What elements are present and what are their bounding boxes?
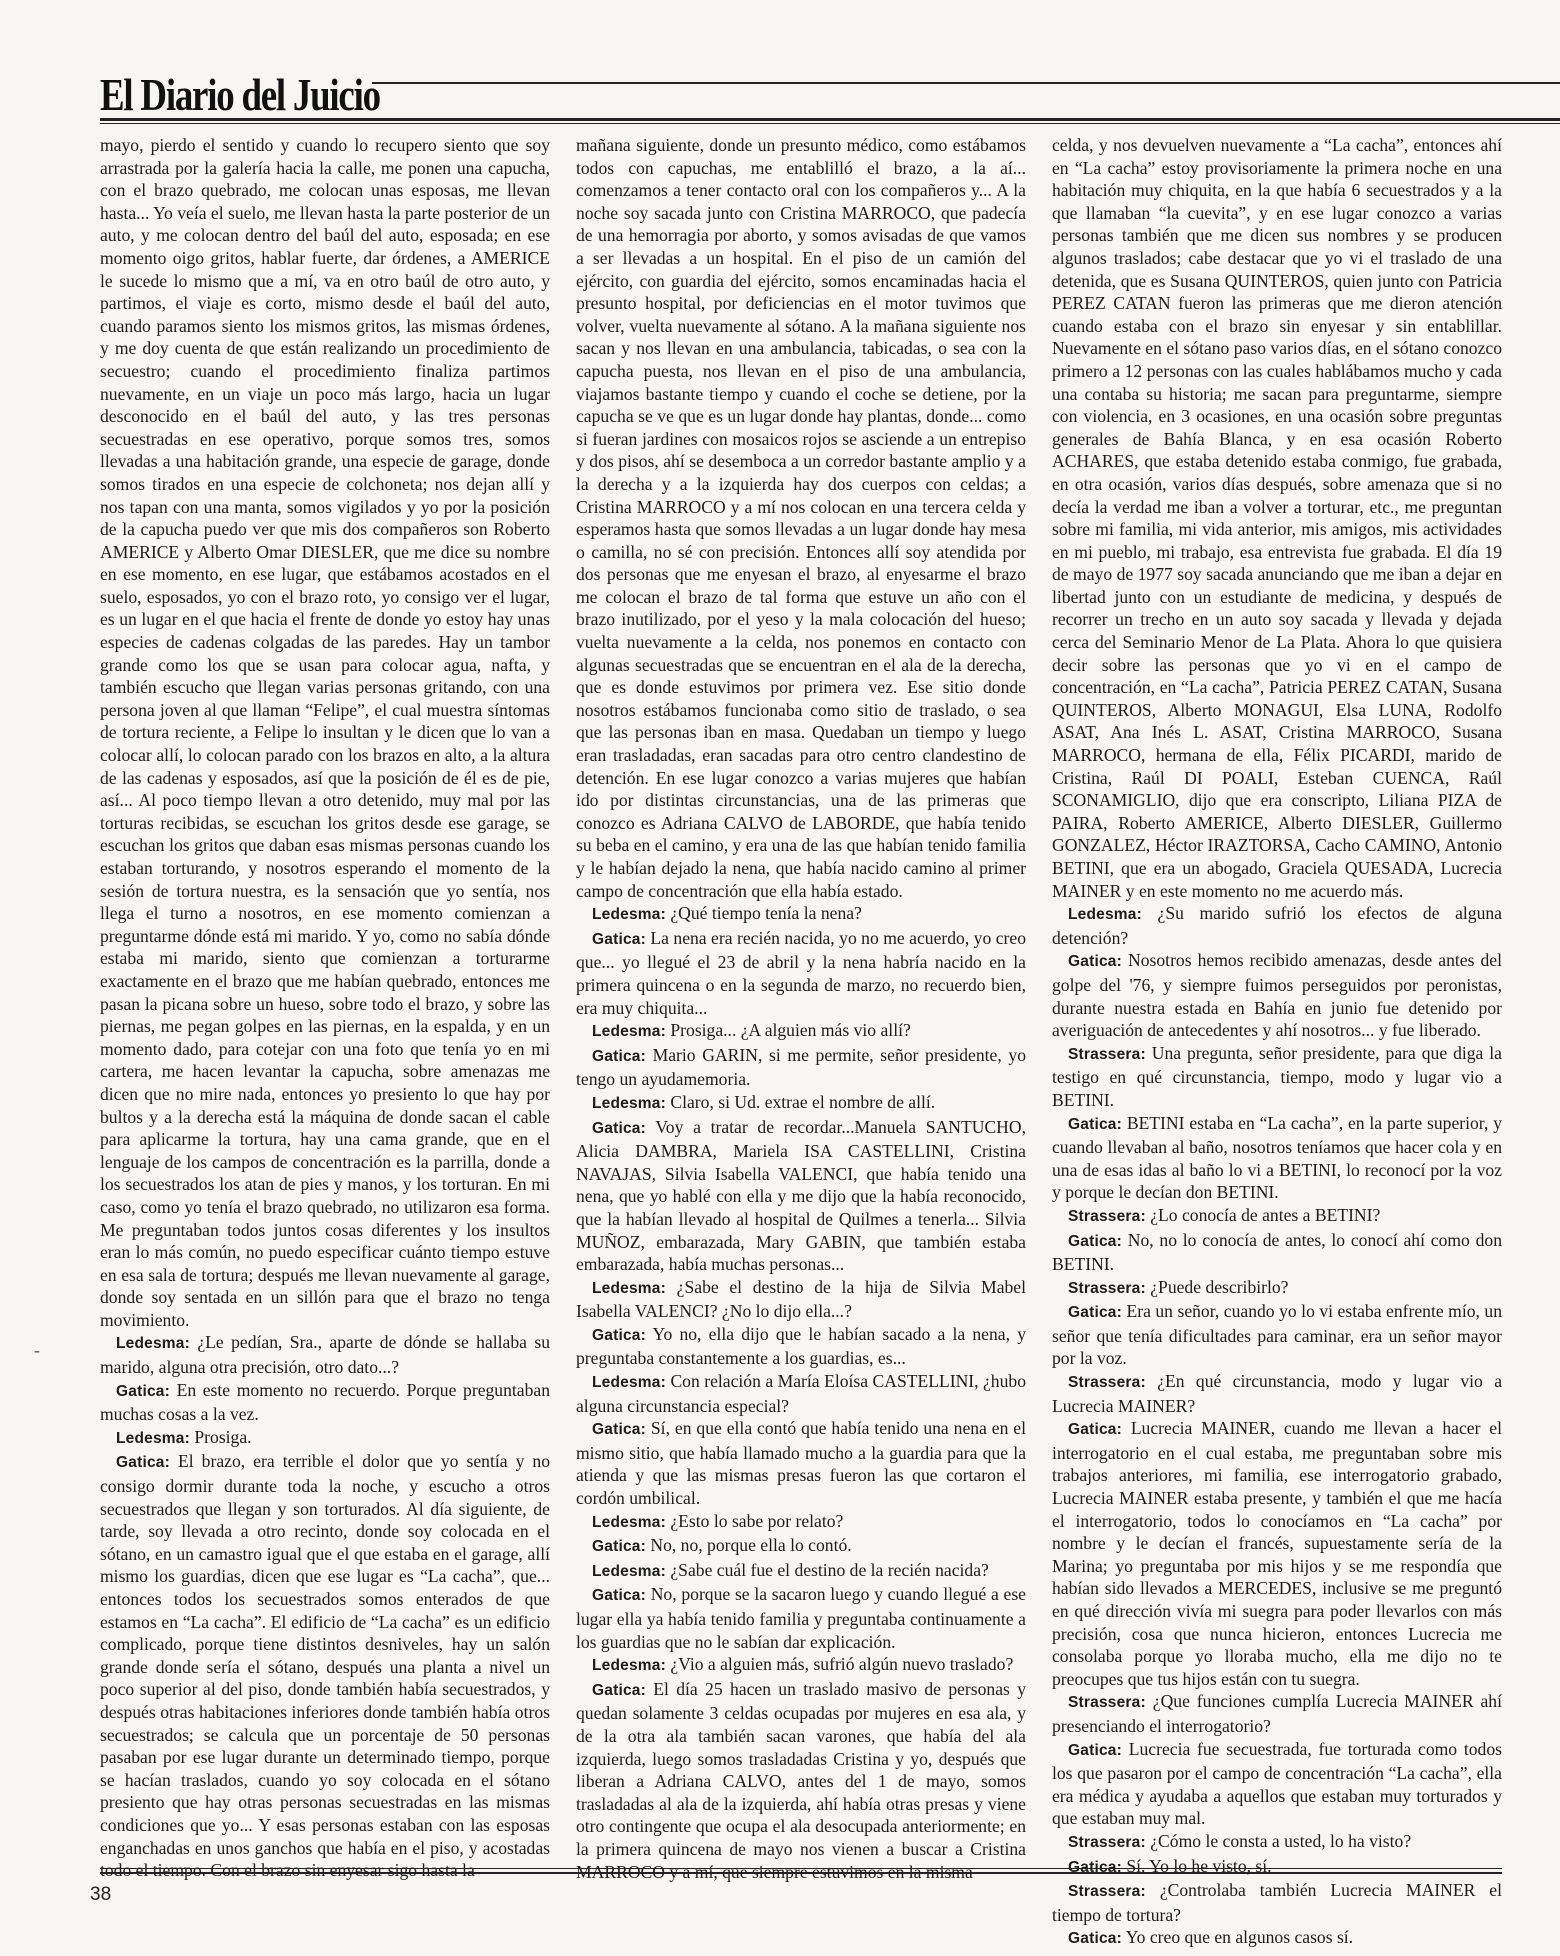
paragraph-text: mañana siguiente, donde un presunto médico, como estábamos todos con capuchas, me entablilló el brazo, a la aí... comenzamos a tener contacto oral con los compañeros y... A la noche soy sacada junto con Cristina MARROCO, que padecía de una hemorragia por aborto, y somos avisadas de que vamos a ser llevadas a un hospital. En el piso de un camión del ejército, con guardia del ejército, somos encaminadas hacia el presunto hospital, por deficiencias en el motor tuvimos que volver, vuelta nuevamente al sótano. A la mañana siguiente nos sacan y nos llevan en una ambulancia, tabicadas, o sea con la capucha puesta, nos llevan en el piso de una ambulancia, viajamos bastante tiempo y cuando el coche se detiene, por la capucha se ve que es un lugar donde hay plantas, donde... como si fueran jardines con mosaicos rojos se asciende a un entrepiso y dos pisos, ahí se desemboca a un corredor bastante amplio y a la derecha y a la izquierda hay dos cuerpos con celdas; a Cristina MARROCO y a mí nos colocan en una tercera celda y esperamos hasta que somos llevadas a un lugar donde hay mesa o camilla, no sé con precisión. Entonces allí soy atendida por dos personas que me enyesan el brazo, al enyesarme el brazo me colocan el brazo de tal forma que estuve un año con el brazo inutilizado, por el yeso y la mala colocación del hueso; vuelta nuevamente a la celda, nos ponemos en contacto con algunas secuestradas que se encuentran en el ala de la derecha, que es donde estuvimos por primera vez. Ese sitio donde nosotros estábamos funcionaba como sitio de traslado, o sea que las personas iban en masa. Quedaban un tiempo y luego eran trasladadas, eran sacadas para otro centro clandestino de detención. En ese lugar conozco a varias mujeres que habían ido por distintas circunstancias, una de las primeras que conozco es Adriana CALVO de LABORDE, que había tenido su beba en el camino, y era una de las que habían tenido familia y le habían dejado la nena, que había nacido camino al primer campo de concentración que ella había estado. — [576, 135, 1026, 901]
masthead — [100, 68, 1560, 124]
dialogue-paragraph — [576, 902, 1026, 927]
dialogue-paragraph — [576, 1044, 1026, 1091]
speaker-label: Ledesma: — [592, 1657, 666, 1675]
paragraph-text: ¿Su marido sufrió los efectos de alguna detención? — [1052, 903, 1502, 948]
dialogue-paragraph — [1052, 1229, 1502, 1276]
paragraph-text: Yo creo que en algunos casos sí. — [1125, 1927, 1354, 1948]
narrative-paragraph — [576, 134, 1026, 902]
footer-rule — [100, 1872, 1502, 1874]
speaker-label: Gatica: — [592, 1326, 646, 1344]
paragraph-text: ¿Sabe el destino de la hija de Silvia Mabel Isabella VALENCI? ¿No lo dijo ella...? — [576, 1276, 1026, 1322]
dialogue-paragraph — [1052, 1830, 1502, 1855]
paragraph-text: ¿Puede describirlo? — [1150, 1276, 1289, 1297]
speaker-label: Strassera: — [1068, 1833, 1146, 1851]
masthead-rule — [100, 118, 1560, 121]
speaker-label: Ledesma: — [116, 1429, 190, 1447]
dialogue-paragraph — [576, 1116, 1026, 1276]
paragraph-text: ¿Sabe cuál fue el destino de la recién nacida? — [670, 1559, 989, 1580]
dialogue-paragraph — [576, 1678, 1026, 1883]
dialogue-paragraph — [576, 1653, 1026, 1678]
column-3 — [1052, 134, 1503, 1948]
dialogue-paragraph — [576, 1534, 1026, 1559]
dialogue-paragraph — [100, 1331, 550, 1378]
paragraph-text: Lucrecia MAINER, cuando me llevan a hacer el interrogatorio en el cual estaba, me preguntaban sobre mis trabajos anteriores, mi familia, ese interrogatorio grabado, Lucrecia MAINER estaba presente, y también el que me hacía el interrogatorio, todos lo conocíamos en “La cacha” por nombre y le decían el francés, supuestamente sería de la Marina; yo preguntaba por mis hijos y se me respondía que habían sido llevados a MERCEDES, inclusive se me preguntó en qué dirección vivía mi suegra para poder llevarlos con más precisión, cosa que nunca hicieron, entonces Lucrecia me consolaba porque yo lloraba mucho, ella me dijo no te preocupes que tus hijos están con tu suegra. — [1052, 1418, 1502, 1689]
margin-mark: - — [34, 1340, 40, 1360]
speaker-label: Ledesma: — [592, 1374, 666, 1392]
dialogue-paragraph — [1052, 1300, 1502, 1370]
dialogue-paragraph — [100, 1379, 550, 1426]
paragraph-text: Voy a tratar de recordar...Manuela SANTUCHO, Alicia DAMBRA, Mariela ISA CASTELLINI, Cristina NAVAJAS, Silvia Isabella VALENCI, que había tenido una nena, que yo hablé con ella y me dijo que la había reconocido, que la habían llevado al hospital de Quilmes a tenerla... Silvia MUÑOZ, embarazada, Mary GABIN, que también estaba embarazada, había muchas personas... — [576, 1116, 1026, 1275]
paragraph-text: ¿Lo conocía de antes a BETINI? — [1150, 1204, 1381, 1225]
paragraph-text: No, no, porque ella lo contó. — [650, 1535, 852, 1556]
paragraph-text: Sí, en que ella contó que había tenido una nena en el mismo sitio, que había llamado mucho a la guardia para que la atienda y que las mismas presas fueron las que cortaron el cordón umbilical. — [576, 1418, 1027, 1509]
paragraph-text: Nosotros hemos recibido amenazas, desde antes del golpe del '76, y siempre fuimos perseguidos por peronistas, durante nuestra estada en Bahía en junio fue detenido por averiguación de antecedentes y ahí nosotros... y fue liberado. — [1052, 950, 1503, 1041]
dialogue-paragraph — [576, 1559, 1026, 1584]
paragraph-text: ¿Qué tiempo tenía la nena? — [670, 903, 862, 924]
paragraph-text: Yo no, ella dijo que le habían sacado a la nena, y preguntaba constantemente a los guardias, es... — [576, 1323, 1026, 1369]
paragraph-text: ¿En qué circunstancia, modo y lugar vio a Lucrecia MAINER? — [1052, 1371, 1503, 1416]
speaker-label: Strassera: — [1068, 1045, 1146, 1063]
speaker-label: Gatica: — [1068, 1232, 1122, 1250]
speaker-label: Ledesma: — [1068, 906, 1142, 924]
masthead-title: El Diario del Juicio — [100, 70, 380, 120]
paragraph-text: Mario GARIN, si me permite, señor presidente, yo tengo un ayudamemoria. — [576, 1044, 1026, 1090]
paragraph-text: ¿Controlaba también Lucrecia MAINER el tiempo de tortura? — [1052, 1880, 1502, 1925]
speaker-label: Gatica: — [592, 1538, 646, 1556]
speaker-label: Gatica: — [592, 1587, 646, 1605]
speaker-label: Ledesma: — [592, 1562, 666, 1580]
dialogue-paragraph — [576, 927, 1026, 1019]
speaker-label: Gatica: — [1068, 1930, 1122, 1948]
dialogue-paragraph — [1052, 1738, 1502, 1830]
footer-thin-rule — [100, 1868, 1502, 1869]
speaker-label: Strassera: — [1068, 1694, 1146, 1712]
dialogue-paragraph — [100, 1426, 550, 1451]
paragraph-text: Lucrecia fue secuestrada, fue torturada como todos los que pasaron por el campo de concentración “La cacha”, ella era médica y ayudaba a aquellos que estaban muy torturados y que estaban muy mal. — [1052, 1738, 1502, 1829]
speaker-label: Ledesma: — [116, 1335, 190, 1353]
paragraph-text: Prosiga... ¿A alguien más vio allí? — [670, 1020, 911, 1041]
paragraph-text: ¿Vio a alguien más, sufrió algún nuevo traslado? — [670, 1654, 1014, 1675]
speaker-label: Ledesma: — [592, 1023, 666, 1041]
dialogue-paragraph — [1052, 1926, 1502, 1951]
paragraph-text: Con relación a María Eloísa CASTELLINI, ¿hubo alguna circunstancia especial? — [576, 1371, 1026, 1416]
speaker-label: Gatica: — [592, 1681, 646, 1699]
speaker-label: Strassera: — [1068, 1207, 1146, 1225]
paragraph-text: ¿Que funciones cumplía Lucrecia MAINER ahí presenciando el interrogatorio? — [1052, 1691, 1502, 1736]
paragraph-text: Era un señor, cuando yo lo vi estaba enfrente mío, un señor que tenía dificultades para caminar, era un señor mayor por la voz. — [1052, 1301, 1503, 1369]
paragraph-text: No, no lo conocía de antes, lo conocí ahí como don BETINI. — [1052, 1229, 1503, 1275]
dialogue-paragraph — [1052, 1204, 1502, 1229]
speaker-label: Gatica: — [116, 1382, 170, 1400]
dialogue-paragraph — [1052, 1879, 1502, 1926]
paragraph-text: El brazo, era terrible el dolor que yo sentía y no consigo dormir durante toda la noche, y escucho a otros secuestrados que llegan y son torturados. Al día siguiente, de tarde, soy llevada a otro recinto, donde soy colocada en el sótano, en un camastro igual que el que estaba en el garage, allí mismo los guardias, dicen que ese lugar es “La cacha”, que... entonces todos los secuestrados somos enterados de que estamos en “La cacha”. El edificio de “La cacha” es un edificio complicado, porque tiene distintos desniveles, hay un salón grande donde sería el sótano, después una planta a nivel un poco superior al del piso, donde también había secuestrados, y después otras habitaciones inferiores donde también había otros secuestrados; se calcula que un porcentaje de 50 personas pasaban por ese lugar durante un determinado tiempo, porque se hacían traslados, cuando yo soy colocada en el sótano presiento que hay otras personas secuestradas en las mismas condiciones que yo... Y esas personas estaban con las esposas enganchadas en unos ganchos que había en el piso, y acostadas todo el tiempo. Con el brazo sin enyesar sigo hasta la — [100, 1451, 550, 1881]
dialogue-paragraph — [1052, 1112, 1502, 1204]
paragraph-text: En este momento no recuerdo. Porque preguntaban muchas cosas a la vez. — [100, 1379, 550, 1425]
speaker-label: Gatica: — [1068, 1304, 1122, 1322]
dialogue-paragraph — [576, 1019, 1026, 1044]
dialogue-paragraph — [100, 1450, 550, 1881]
speaker-label: Gatica: — [1068, 953, 1122, 971]
dialogue-paragraph — [576, 1510, 1026, 1535]
paragraph-text: BETINI estaba en “La cacha”, en la parte superior, y cuando llevaban al baño, nosotros teníamos que hacer cola y en una de esas idas al baño lo vi a BETINI, lo reconocí por la voz y porque le decían don BETINI. — [1052, 1112, 1503, 1203]
dialogue-paragraph — [576, 1323, 1026, 1370]
speaker-label: Strassera: — [1068, 1374, 1146, 1392]
speaker-label: Ledesma: — [592, 1094, 666, 1112]
narrative-paragraph — [1052, 134, 1502, 902]
paragraph-text: Sí. Yo lo he visto, sí. — [1126, 1855, 1272, 1876]
dialogue-paragraph — [576, 1417, 1026, 1509]
speaker-label: Gatica: — [1068, 1741, 1122, 1759]
dialogue-paragraph — [576, 1091, 1026, 1116]
dialogue-paragraph — [576, 1370, 1026, 1417]
speaker-label: Gatica: — [592, 930, 646, 948]
dialogue-paragraph — [1052, 902, 1502, 949]
dialogue-paragraph — [1052, 1042, 1502, 1112]
dialogue-paragraph — [1052, 1370, 1502, 1417]
speaker-label: Ledesma: — [592, 906, 666, 924]
masthead-top-rule — [372, 82, 1560, 84]
masthead-thin-rule — [100, 123, 1560, 124]
speaker-label: Gatica: — [592, 1119, 646, 1137]
paragraph-text: El día 25 hacen un traslado masivo de personas y quedan solamente 3 celdas ocupadas por mujeres en esa ala, y de la otra ala también sacan varones, que había del ala izquierda, luego somos trasladadas Cristina y yo, después que liberan a Adriana CALVO, antes del 1 de mayo, somos trasladadas al ala de la izquierda, ahí había otras presas y viene otro contingente que ocupa el ala desocupada anteriormente; en la primera quincena de mayo nos vienen a buscar a Cristina MARROCO y a mí, que siempre estuvimos en la misma — [576, 1678, 1026, 1882]
paragraph-text: ¿Cómo le consta a usted, lo ha visto? — [1150, 1830, 1412, 1851]
page-number: 38 — [90, 1884, 112, 1905]
paragraph-text: Una pregunta, señor presidente, para que diga la testigo en qué circunstancia, tiempo, modo y lugar vio a BETINI. — [1052, 1042, 1502, 1110]
paragraph-text: ¿Esto lo sabe por relato? — [670, 1510, 844, 1531]
paragraph-text: celda, y nos devuelven nuevamente a “La cacha”, entonces ahí en “La cacha” estoy provisoriamente la primera noche en una habitación muy chiquita, en la que había 6 secuestrados y a la que llamaban “la cuevita”, y en ese lugar conozco a varias personas también que me dicen sus nombres y se producen algunos traslados; cabe destacar que yo vi el traslado de una detenida, que es Susana QUINTEROS, quien junto con Patricia PEREZ CATAN fueron las primeras que me dieron atención cuando estaba con el brazo sin enyesar y sin entablillar. Nuevamente en el sótano paso varios días, en el sótano conozco primero a 12 personas con las cuales hablábamos mucho y cada una contaba su historia; me sacan para preguntarme, siempre con violencia, en 3 ocasiones, en una ocasión sobre preguntas generales de Bahía Blanca, y en esa ocasión Roberto ACHARES, que estaba detenido estaba conmigo, fue grabada, en otra ocasión, varios días después, sobre amenaza que si no decía la verdad me iban a volver a torturar, etc., me preguntan sobre mi familia, mi vida anterior, mis amigos, mis actividades en mi pueblo, mi trabajo, esa entrevista fue grabada. El día 19 de mayo de 1977 soy sacada anunciando que me iban a dejar en libertad junto con un estudiante de medicina, y después de recorrer un trecho en un auto soy sacada y llevada y dejada cerca del Seminario Menor de La Plata. Ahora lo que quisiera decir sobre las personas que yo vi en el campo de concentración, en “La cacha”, Patricia PEREZ CATAN, Susana QUINTEROS, Alberto MONAGUI, Elsa LUNA, Rodolfo ASAT, Ana Inés L. ASAT, Cristina MARROCO, Susana MARROCO, hermana de ella, Félix PICARDI, marido de Cristina, Raúl DI POALI, Esteban CUENCA, Raúl SCONAMIGLIO, dijo que era conscripto, Liliana PIZA de PAIRA, Roberto AMERICE, Alberto DIESLER, Guillermo GONZALEZ, Héctor IRAZTORSA, Cacho CAMINO, Antonio BETINI, que era un abogado, Graciela QUESADA, Lucrecia MAINER y en este momento no me acuerdo más. — [1052, 135, 1502, 901]
dialogue-paragraph — [1052, 949, 1502, 1041]
speaker-label: Gatica: — [592, 1421, 646, 1439]
column-1 — [100, 134, 550, 1881]
dialogue-paragraph — [576, 1276, 1026, 1323]
paragraph-text: Prosiga. — [194, 1426, 252, 1447]
paragraph-text: mayo, pierdo el sentido y cuando lo recupero siento que soy arrastrada por la galería hacia la calle, me ponen una capucha, con el brazo quebrado, me colocan unas esposas, me llevan hasta... Yo veía el suelo, me llevan hasta la parte posterior de un auto, y me colocan dentro del baúl del auto, esposada; en ese momento oigo gritos, hablar fuerte, dar órdenes, a AMERICE le sucede lo mismo que a mí, va en otro baúl de otro auto, y partimos, el viaje es corto, mismo desde el baúl del auto, cuando paramos siento los mismos gritos, las mismas órdenes, y me doy cuenta de que están realizando un procedimiento de secuestro; cuando el procedimiento finaliza partimos nuevamente, en un viaje un poco más largo, hacia un lugar desconocido en el baúl del auto, y las tres personas secuestradas en ese operativo, porque somos tres, somos llevadas a una habitación grande, una especie de garage, donde somos tirados en una especie de colchoneta; nos dejan allí y nos tapan con una manta, somos vigilados y yo por la posición de la capucha puedo ver que mis dos compañeros son Roberto AMERICE y Alberto Omar DIESLER, que me dice su nombre en ese momento, en ese lugar, que estábamos acostados en el suelo, esposados, yo con el brazo roto, yo consigo ver el lugar, es un lugar en el que hacia el frente de donde yo estoy hay unas especies de cadenas colgadas de las paredes. Hay un tambor grande como los que se usan para colocar agua, nafta, y también escucho que llegan varias personas gritando, con una persona joven al que llaman “Felipe”, el cual muestra síntomas de tortura reciente, a Felipe lo insultan y le dicen que lo van a colocar allí, lo colocan parado con los brazos en alto, a la altura de las cadenas y esposados, así que la posición de él es de pie, así... Al poco tiempo llevan a otro detenido, muy mal por las torturas recibidas, se escuchan los gritos desde ese garage, se escuchan los gritos que daban esas mismas personas cuando los estaban torturando, y nosotros esperando el momento de la sesión de tortura nuestra, es la sensación que yo sentía, nos llega el turno a nosotros, en ese momento comienzan a preguntarme dónde está mi marido. Y yo, como no sabía dónde estaba mi marido, siento que comienzan a torturarme exactamente en el brazo que me habían quebrado, entonces me pasan la picana sobre un hueso, sobre todo el brazo, y sobre las piernas, me pegan golpes en las piernas, en la espalda, y en un momento dado, para cotejar con una foto que tenía yo en mi cartera, me hacen levantar la capucha, sobre amenazas me dicen que no mire nada, entonces yo presiento lo que hay por bultos y a la derecha está la máquina de donde sacan el cable para aplicarme la tortura, hay una cama grande, que en el lenguaje de los campos de concentración es la parrilla, donde a los secuestrados los atan de pies y manos, y los torturan. En mi caso, como yo tenía el brazo quebrado, no utilizaron esa forma. Me preguntaban todos juntos cosas diferentes y los insultos eran lo más común, no puedo especificar cuánto tiempo estuve en esa sala de tortura; después me llevan nuevamente al garage, donde soy sentada en un sillón para que el brazo no tenga movimiento. — [100, 135, 550, 1330]
dialogue-paragraph — [1052, 1855, 1502, 1880]
dialogue-paragraph — [1052, 1276, 1502, 1301]
dialogue-paragraph — [1052, 1417, 1502, 1690]
column-2 — [576, 134, 1027, 1882]
speaker-label: Gatica: — [592, 1047, 646, 1065]
paragraph-text: No, porque se la sacaron luego y cuando llegué a ese lugar ella ya había tenido familia y preguntaba continuamente a los guardias que no le sabían dar explicación. — [576, 1584, 1026, 1652]
speaker-label: Ledesma: — [592, 1279, 666, 1297]
dialogue-paragraph — [576, 1583, 1026, 1653]
narrative-paragraph — [100, 134, 550, 1331]
paragraph-text: La nena era recién nacida, yo no me acuerdo, yo creo que... yo llegué el 23 de abril y la nena habría nacido en la primera quincena o en la segunda de marzo, no recuerdo bien, era muy chiquita... — [576, 927, 1026, 1018]
speaker-label: Gatica: — [116, 1454, 170, 1472]
speaker-label: Strassera: — [1068, 1279, 1146, 1297]
paragraph-text: ¿Le pedían, Sra., aparte de dónde se hallaba su marido, alguna otra precisión, otro dato...? — [100, 1332, 550, 1378]
speaker-label: Gatica: — [1068, 1115, 1122, 1133]
speaker-label: Strassera: — [1068, 1883, 1146, 1901]
paragraph-text: Claro, si Ud. extrae el nombre de allí. — [670, 1091, 936, 1112]
dialogue-paragraph — [1052, 1690, 1502, 1737]
speaker-label: Gatica: — [1068, 1421, 1122, 1439]
speaker-label: Gatica: — [1068, 1858, 1122, 1876]
speaker-label: Ledesma: — [592, 1513, 666, 1531]
